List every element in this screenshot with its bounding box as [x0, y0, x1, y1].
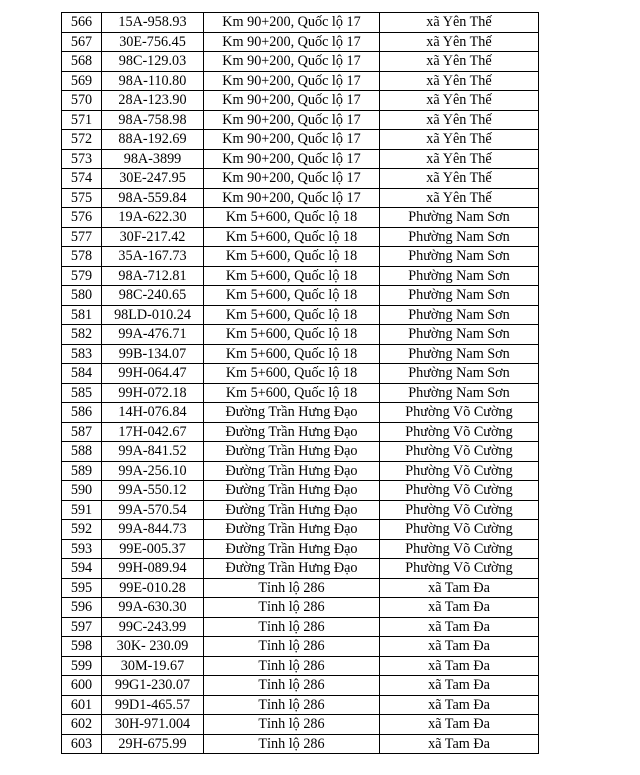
row-index-cell: 593: [62, 539, 102, 559]
table-row: [62, 500, 539, 520]
row-index-cell: 592: [62, 520, 102, 540]
row-ward-cell: Phường Võ Cường: [380, 559, 539, 579]
row-ward-cell: Phường Võ Cường: [380, 481, 539, 501]
table-row: [62, 539, 539, 559]
row-ward-cell: Phường Nam Sơn: [380, 266, 539, 286]
row-ward-cell: xã Yên Thế: [380, 188, 539, 208]
row-ward-cell: xã Yên Thế: [380, 130, 539, 150]
row-index-cell: 567: [62, 32, 102, 52]
row-location-cell: Tỉnh lộ 286: [204, 676, 380, 696]
row-plate-cell: 98A-110.80: [102, 71, 204, 91]
row-index-cell: 579: [62, 266, 102, 286]
row-plate-cell: 99A-844.73: [102, 520, 204, 540]
table-row: [62, 13, 539, 33]
row-location-cell: Đường Trần Hưng Đạo: [204, 442, 380, 462]
row-location-cell: Tỉnh lộ 286: [204, 734, 380, 754]
row-ward-cell: xã Yên Thế: [380, 91, 539, 111]
row-index-cell: 587: [62, 422, 102, 442]
row-location-cell: Km 5+600, Quốc lộ 18: [204, 247, 380, 267]
row-location-cell: Tỉnh lộ 286: [204, 695, 380, 715]
row-index-cell: 600: [62, 676, 102, 696]
row-plate-cell: 99A-476.71: [102, 325, 204, 345]
row-ward-cell: xã Tam Đa: [380, 598, 539, 618]
table-row: [62, 422, 539, 442]
row-plate-cell: 30F-217.42: [102, 227, 204, 247]
table-row: [62, 208, 539, 228]
row-plate-cell: 30M-19.67: [102, 656, 204, 676]
row-location-cell: Km 5+600, Quốc lộ 18: [204, 383, 380, 403]
row-plate-cell: 99A-570.54: [102, 500, 204, 520]
row-plate-cell: 98A-559.84: [102, 188, 204, 208]
row-index-cell: 588: [62, 442, 102, 462]
row-plate-cell: 29H-675.99: [102, 734, 204, 754]
row-ward-cell: xã Tam Đa: [380, 637, 539, 657]
row-ward-cell: xã Tam Đa: [380, 695, 539, 715]
row-index-cell: 590: [62, 481, 102, 501]
row-index-cell: 603: [62, 734, 102, 754]
table-row: [62, 52, 539, 72]
row-ward-cell: xã Yên Thế: [380, 149, 539, 169]
row-plate-cell: 98C-129.03: [102, 52, 204, 72]
row-plate-cell: 99E-010.28: [102, 578, 204, 598]
row-index-cell: 573: [62, 149, 102, 169]
table-row: [62, 91, 539, 111]
row-index-cell: 581: [62, 305, 102, 325]
table-row: [62, 227, 539, 247]
table-row: [62, 32, 539, 52]
table-row: [62, 442, 539, 462]
row-plate-cell: 98A-3899: [102, 149, 204, 169]
table-row: [62, 286, 539, 306]
row-plate-cell: 99C-243.99: [102, 617, 204, 637]
row-ward-cell: Phường Nam Sơn: [380, 305, 539, 325]
row-index-cell: 571: [62, 110, 102, 130]
row-ward-cell: Phường Võ Cường: [380, 520, 539, 540]
row-ward-cell: xã Yên Thế: [380, 32, 539, 52]
row-ward-cell: xã Yên Thế: [380, 71, 539, 91]
table-row: [62, 344, 539, 364]
table-row: [62, 71, 539, 91]
table-row: [62, 325, 539, 345]
row-location-cell: Km 90+200, Quốc lộ 17: [204, 91, 380, 111]
row-index-cell: 596: [62, 598, 102, 618]
row-plate-cell: 19A-622.30: [102, 208, 204, 228]
row-ward-cell: Phường Võ Cường: [380, 500, 539, 520]
row-location-cell: Tỉnh lộ 286: [204, 617, 380, 637]
row-location-cell: Đường Trần Hưng Đạo: [204, 403, 380, 423]
row-plate-cell: 17H-042.67: [102, 422, 204, 442]
row-location-cell: Đường Trần Hưng Đạo: [204, 481, 380, 501]
row-index-cell: 568: [62, 52, 102, 72]
row-ward-cell: Phường Nam Sơn: [380, 364, 539, 384]
row-index-cell: 598: [62, 637, 102, 657]
row-ward-cell: Phường Nam Sơn: [380, 227, 539, 247]
violation-table: [61, 12, 539, 754]
row-plate-cell: 98A-712.81: [102, 266, 204, 286]
row-plate-cell: 99G1-230.07: [102, 676, 204, 696]
table-row: [62, 598, 539, 618]
row-location-cell: Km 90+200, Quốc lộ 17: [204, 169, 380, 189]
row-index-cell: 583: [62, 344, 102, 364]
row-plate-cell: 14H-076.84: [102, 403, 204, 423]
row-ward-cell: Phường Võ Cường: [380, 403, 539, 423]
row-ward-cell: Phường Võ Cường: [380, 539, 539, 559]
row-index-cell: 572: [62, 130, 102, 150]
row-location-cell: Tỉnh lộ 286: [204, 656, 380, 676]
row-ward-cell: xã Yên Thế: [380, 52, 539, 72]
table-row: [62, 305, 539, 325]
row-plate-cell: 98LD-010.24: [102, 305, 204, 325]
row-index-cell: 578: [62, 247, 102, 267]
row-location-cell: Tỉnh lộ 286: [204, 598, 380, 618]
table-row: [62, 637, 539, 657]
row-index-cell: 574: [62, 169, 102, 189]
table-row: [62, 188, 539, 208]
row-index-cell: 577: [62, 227, 102, 247]
row-location-cell: Đường Trần Hưng Đạo: [204, 539, 380, 559]
row-ward-cell: Phường Võ Cường: [380, 461, 539, 481]
row-ward-cell: xã Yên Thế: [380, 110, 539, 130]
row-plate-cell: 15A-958.93: [102, 13, 204, 33]
table-row: [62, 676, 539, 696]
row-index-cell: 601: [62, 695, 102, 715]
table-row: [62, 481, 539, 501]
row-ward-cell: Phường Nam Sơn: [380, 344, 539, 364]
row-ward-cell: Phường Võ Cường: [380, 442, 539, 462]
row-location-cell: Đường Trần Hưng Đạo: [204, 422, 380, 442]
row-location-cell: Km 5+600, Quốc lộ 18: [204, 286, 380, 306]
row-location-cell: Tỉnh lộ 286: [204, 715, 380, 735]
row-location-cell: Km 90+200, Quốc lộ 17: [204, 32, 380, 52]
table-row: [62, 383, 539, 403]
table-row: [62, 247, 539, 267]
row-index-cell: 591: [62, 500, 102, 520]
row-location-cell: Tỉnh lộ 286: [204, 578, 380, 598]
row-ward-cell: Phường Nam Sơn: [380, 247, 539, 267]
row-plate-cell: 99B-134.07: [102, 344, 204, 364]
row-location-cell: Km 90+200, Quốc lộ 17: [204, 52, 380, 72]
table-row: [62, 715, 539, 735]
row-location-cell: Km 90+200, Quốc lộ 17: [204, 130, 380, 150]
row-location-cell: Km 5+600, Quốc lộ 18: [204, 266, 380, 286]
row-location-cell: Km 5+600, Quốc lộ 18: [204, 227, 380, 247]
row-plate-cell: 30H-971.004: [102, 715, 204, 735]
row-location-cell: Km 90+200, Quốc lộ 17: [204, 110, 380, 130]
table-row: [62, 110, 539, 130]
row-index-cell: 576: [62, 208, 102, 228]
row-ward-cell: Phường Nam Sơn: [380, 383, 539, 403]
row-ward-cell: xã Yên Thế: [380, 13, 539, 33]
table-row: [62, 130, 539, 150]
table-row: [62, 149, 539, 169]
row-ward-cell: xã Tam Đa: [380, 715, 539, 735]
row-plate-cell: 28A-123.90: [102, 91, 204, 111]
table-row: [62, 617, 539, 637]
row-location-cell: Km 90+200, Quốc lộ 17: [204, 188, 380, 208]
row-location-cell: Tỉnh lộ 286: [204, 637, 380, 657]
row-ward-cell: xã Yên Thế: [380, 169, 539, 189]
row-location-cell: Km 5+600, Quốc lộ 18: [204, 364, 380, 384]
row-ward-cell: Phường Nam Sơn: [380, 208, 539, 228]
table-row: [62, 169, 539, 189]
row-plate-cell: 88A-192.69: [102, 130, 204, 150]
row-location-cell: Km 5+600, Quốc lộ 18: [204, 325, 380, 345]
row-ward-cell: Phường Nam Sơn: [380, 286, 539, 306]
row-ward-cell: xã Tam Đa: [380, 617, 539, 637]
table-row: [62, 520, 539, 540]
table-row: [62, 559, 539, 579]
table-row: [62, 656, 539, 676]
table-row: [62, 578, 539, 598]
row-location-cell: Km 5+600, Quốc lộ 18: [204, 344, 380, 364]
row-location-cell: Km 90+200, Quốc lộ 17: [204, 13, 380, 33]
row-index-cell: 594: [62, 559, 102, 579]
table-row: [62, 734, 539, 754]
row-plate-cell: 99A-550.12: [102, 481, 204, 501]
row-index-cell: 582: [62, 325, 102, 345]
table-row: [62, 266, 539, 286]
row-ward-cell: xã Tam Đa: [380, 734, 539, 754]
row-plate-cell: 99D1-465.57: [102, 695, 204, 715]
row-index-cell: 585: [62, 383, 102, 403]
row-index-cell: 570: [62, 91, 102, 111]
row-location-cell: Km 5+600, Quốc lộ 18: [204, 208, 380, 228]
row-location-cell: Km 90+200, Quốc lộ 17: [204, 149, 380, 169]
row-plate-cell: 99H-064.47: [102, 364, 204, 384]
table-row: [62, 461, 539, 481]
row-ward-cell: Phường Võ Cường: [380, 422, 539, 442]
row-location-cell: Đường Trần Hưng Đạo: [204, 461, 380, 481]
row-index-cell: 584: [62, 364, 102, 384]
row-plate-cell: 99A-841.52: [102, 442, 204, 462]
row-plate-cell: 98A-758.98: [102, 110, 204, 130]
row-plate-cell: 35A-167.73: [102, 247, 204, 267]
row-index-cell: 589: [62, 461, 102, 481]
row-index-cell: 569: [62, 71, 102, 91]
row-plate-cell: 99A-256.10: [102, 461, 204, 481]
row-plate-cell: 30E-756.45: [102, 32, 204, 52]
row-index-cell: 580: [62, 286, 102, 306]
table-body: [62, 13, 539, 754]
row-location-cell: Đường Trần Hưng Đạo: [204, 520, 380, 540]
row-index-cell: 575: [62, 188, 102, 208]
row-index-cell: 595: [62, 578, 102, 598]
row-plate-cell: 99A-630.30: [102, 598, 204, 618]
row-ward-cell: Phường Nam Sơn: [380, 325, 539, 345]
row-location-cell: Km 90+200, Quốc lộ 17: [204, 71, 380, 91]
row-plate-cell: 99E-005.37: [102, 539, 204, 559]
row-plate-cell: 30K- 230.09: [102, 637, 204, 657]
row-index-cell: 602: [62, 715, 102, 735]
row-plate-cell: 99H-072.18: [102, 383, 204, 403]
row-plate-cell: 30E-247.95: [102, 169, 204, 189]
row-location-cell: Km 5+600, Quốc lộ 18: [204, 305, 380, 325]
table-row: [62, 364, 539, 384]
row-ward-cell: xã Tam Đa: [380, 676, 539, 696]
row-index-cell: 599: [62, 656, 102, 676]
table-row: [62, 403, 539, 423]
row-index-cell: 566: [62, 13, 102, 33]
table-row: [62, 695, 539, 715]
row-ward-cell: xã Tam Đa: [380, 656, 539, 676]
row-index-cell: 597: [62, 617, 102, 637]
row-location-cell: Đường Trần Hưng Đạo: [204, 559, 380, 579]
row-location-cell: Đường Trần Hưng Đạo: [204, 500, 380, 520]
row-ward-cell: xã Tam Đa: [380, 578, 539, 598]
row-plate-cell: 99H-089.94: [102, 559, 204, 579]
row-plate-cell: 98C-240.65: [102, 286, 204, 306]
row-index-cell: 586: [62, 403, 102, 423]
